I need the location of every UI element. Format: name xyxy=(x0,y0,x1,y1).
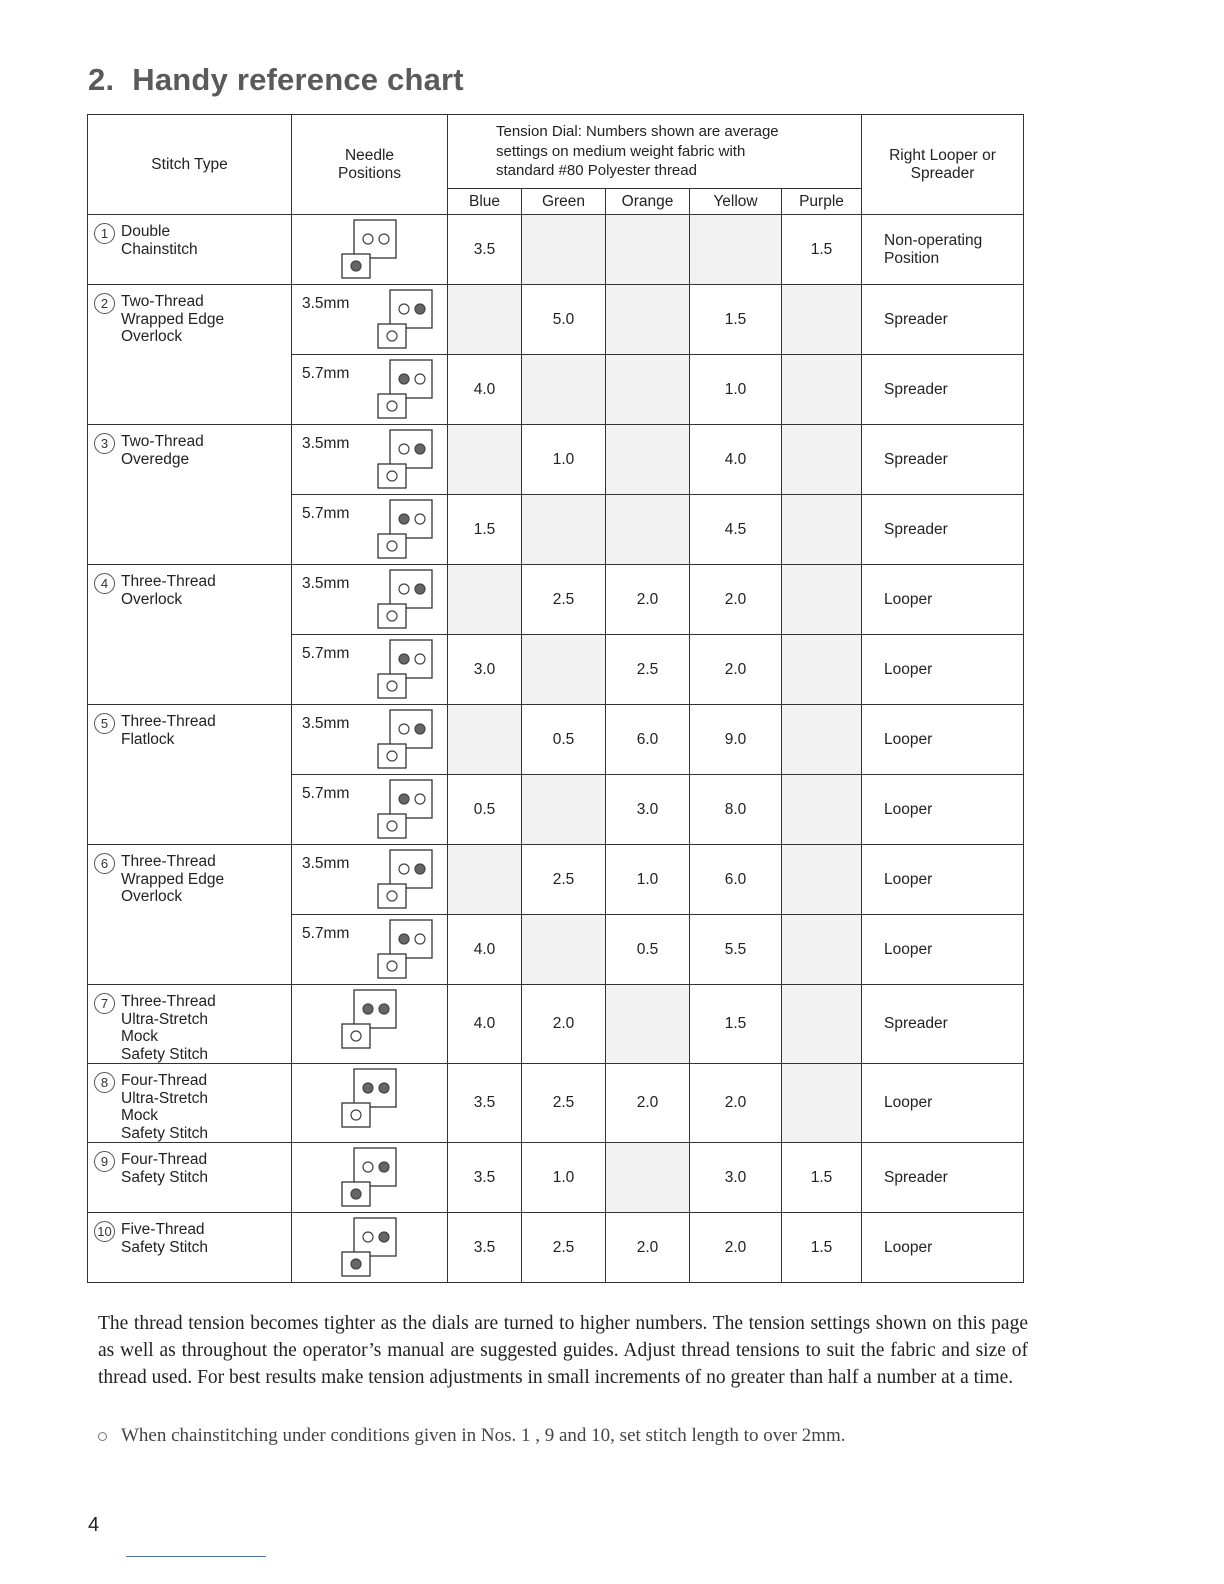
stitch-number-badge: 5 xyxy=(94,713,115,734)
tension-yellow-cell: 1.5 xyxy=(690,985,782,1064)
needle-plate-icon xyxy=(340,1146,400,1208)
tension-green-cell xyxy=(522,215,606,285)
needle-plate-icon xyxy=(376,428,436,490)
header-needle-positions: Needle Positions xyxy=(292,115,448,215)
bullet-icon xyxy=(98,1432,107,1441)
tension-purple-cell xyxy=(782,635,862,705)
stitch-name-line: Two-Thread xyxy=(121,293,204,310)
tension-orange-cell xyxy=(606,425,690,495)
needle-plate-icon xyxy=(340,988,400,1050)
needle-plate-icon xyxy=(340,1216,400,1278)
needle-position-cell xyxy=(292,775,448,845)
tension-orange-cell xyxy=(606,495,690,565)
needle-mm-label: 3.5mm xyxy=(302,435,350,452)
stitch-type-cell xyxy=(88,565,292,705)
stitch-name-line: Mock xyxy=(121,1028,159,1045)
tension-yellow-cell: 8.0 xyxy=(690,775,782,845)
looper-setting-cell: Spreader xyxy=(862,1143,1024,1213)
tension-green-cell xyxy=(522,915,606,985)
tension-yellow-cell: 2.0 xyxy=(690,635,782,705)
tension-blue-cell: 3.5 xyxy=(448,1064,522,1143)
stitch-name-line: Overlock xyxy=(121,328,183,345)
tension-green-cell: 2.5 xyxy=(522,1064,606,1143)
tension-yellow-cell: 4.5 xyxy=(690,495,782,565)
tension-yellow-cell: 1.0 xyxy=(690,355,782,425)
tension-yellow-cell: 3.0 xyxy=(690,1143,782,1213)
stitch-name-line: Overlock xyxy=(121,888,183,905)
tension-yellow-cell: 2.0 xyxy=(690,565,782,635)
needle-plate-icon xyxy=(376,638,436,700)
tension-orange-cell: 6.0 xyxy=(606,705,690,775)
stitch-type-cell xyxy=(88,285,292,425)
tension-green-cell: 2.5 xyxy=(522,565,606,635)
looper-setting-cell: Spreader xyxy=(862,285,1024,355)
stitch-name-line: Chainstitch xyxy=(121,240,198,258)
needle-position-cell xyxy=(292,985,448,1064)
tension-green-cell xyxy=(522,635,606,705)
tension-blue-cell: 3.5 xyxy=(448,1213,522,1283)
needle-position-cell xyxy=(292,495,448,565)
needle-plate-icon xyxy=(376,498,436,560)
tension-orange-cell: 2.0 xyxy=(606,1213,690,1283)
tension-yellow-cell: 6.0 xyxy=(690,845,782,915)
tension-green-cell xyxy=(522,355,606,425)
stitch-name-line: Safety Stitch xyxy=(121,1238,209,1256)
looper-setting-cell: Non-operating Position xyxy=(862,215,1024,285)
tension-yellow-cell: 5.5 xyxy=(690,915,782,985)
tension-orange-cell: 2.0 xyxy=(606,1064,690,1143)
tension-green-cell: 1.0 xyxy=(522,425,606,495)
looper-setting-cell: Looper xyxy=(862,1064,1024,1143)
needle-mm-label: 3.5mm xyxy=(302,295,350,312)
tension-blue-cell xyxy=(448,705,522,775)
tension-orange-cell: 0.5 xyxy=(606,915,690,985)
needle-plate-icon xyxy=(376,708,436,770)
looper-setting-cell: Spreader xyxy=(862,495,1024,565)
needle-mm-label: 5.7mm xyxy=(302,645,350,662)
stitch-name-line: Mock xyxy=(121,1107,159,1124)
stitch-number-badge: 8 xyxy=(94,1072,115,1093)
tension-orange-cell xyxy=(606,285,690,355)
stitch-type-cell xyxy=(88,1143,292,1213)
needle-position-cell xyxy=(292,285,448,355)
tension-purple-cell xyxy=(782,775,862,845)
needle-position-cell xyxy=(292,1064,448,1143)
table-row xyxy=(88,1064,1024,1143)
stitch-name-line: Three-Thread xyxy=(121,713,216,730)
tension-purple-cell xyxy=(782,1064,862,1143)
tension-yellow-cell: 2.0 xyxy=(690,1064,782,1143)
tension-blue-cell: 1.5 xyxy=(448,495,522,565)
tension-purple-cell: 1.5 xyxy=(782,1143,862,1213)
looper-setting-cell: Looper xyxy=(862,845,1024,915)
stitch-type-cell xyxy=(88,1213,292,1283)
needle-plate-icon xyxy=(376,848,436,910)
tension-yellow-cell: 2.0 xyxy=(690,1213,782,1283)
tension-orange-cell xyxy=(606,985,690,1064)
tension-green-cell xyxy=(522,775,606,845)
stitch-number-badge: 2 xyxy=(94,293,115,314)
stitch-number-badge: 6 xyxy=(94,853,115,874)
header-green: Green xyxy=(522,189,606,215)
header-stitch-type: Stitch Type xyxy=(88,115,292,215)
needle-position-cell xyxy=(292,1213,448,1283)
header-right-looper: Right Looper or Spreader xyxy=(862,115,1024,215)
tension-orange-cell xyxy=(606,215,690,285)
tension-purple-cell xyxy=(782,565,862,635)
stitch-name-line: Ultra-Stretch xyxy=(121,1089,208,1107)
stitch-name-line: Three-Thread xyxy=(121,853,216,870)
needle-plate-icon xyxy=(340,1067,400,1129)
stitch-type-cell xyxy=(88,215,292,285)
tension-orange-cell xyxy=(606,1143,690,1213)
stitch-type-cell xyxy=(88,985,292,1064)
tension-note: The thread tension becomes tighter as the dials are turned to higher numbers. The tension settings shown on this page as well as throughout the operator’s manual are suggested guides. Adjust thread tensions to suit the fabric and size of thread used. For best results make tension adjustments in small increments of no greater than half a number at a time. xyxy=(98,1313,1028,1388)
stitch-number-badge: 10 xyxy=(94,1221,115,1242)
stitch-type-cell xyxy=(88,705,292,845)
needle-position-cell xyxy=(292,355,448,425)
tension-blue-cell: 4.0 xyxy=(448,915,522,985)
looper-setting-cell: Looper xyxy=(862,635,1024,705)
header-orange: Orange xyxy=(606,189,690,215)
tension-blue-cell: 3.0 xyxy=(448,635,522,705)
tension-green-cell: 1.0 xyxy=(522,1143,606,1213)
tension-purple-cell xyxy=(782,495,862,565)
needle-mm-label: 5.7mm xyxy=(302,505,350,522)
tension-blue-cell: 0.5 xyxy=(448,775,522,845)
stitch-name-line: Wrapped Edge xyxy=(121,870,225,888)
stitch-type-cell xyxy=(88,845,292,985)
tension-purple-cell xyxy=(782,705,862,775)
stitch-type-cell xyxy=(88,1064,292,1143)
needle-position-cell xyxy=(292,915,448,985)
needle-plate-icon xyxy=(376,288,436,350)
needle-position-cell xyxy=(292,565,448,635)
stitch-name-line: Four-Thread xyxy=(121,1072,208,1089)
tension-green-cell: 5.0 xyxy=(522,285,606,355)
needle-mm-label: 5.7mm xyxy=(302,785,350,802)
needle-plate-icon xyxy=(376,358,436,420)
tension-purple-cell xyxy=(782,985,862,1064)
stitch-name-line: Five-Thread xyxy=(121,1221,205,1238)
stitch-name-line: Ultra-Stretch xyxy=(121,1010,208,1028)
stitch-name-line: Flatlock xyxy=(121,730,175,748)
tension-purple-cell: 1.5 xyxy=(782,215,862,285)
table-row xyxy=(88,985,1024,1064)
tension-yellow-cell: 4.0 xyxy=(690,425,782,495)
tension-blue-cell xyxy=(448,565,522,635)
needle-position-cell xyxy=(292,215,448,285)
tension-blue-cell: 3.5 xyxy=(448,215,522,285)
tension-green-cell: 2.5 xyxy=(522,1213,606,1283)
tension-orange-cell: 1.0 xyxy=(606,845,690,915)
table-row xyxy=(88,425,1024,495)
stitch-name-line: Two-Thread xyxy=(121,433,204,450)
needle-mm-label: 3.5mm xyxy=(302,575,350,592)
tension-orange-cell: 3.0 xyxy=(606,775,690,845)
stitch-name-line: Safety Stitch xyxy=(121,1124,209,1142)
table-row xyxy=(88,1143,1024,1213)
stitch-name-line: Safety Stitch xyxy=(121,1168,209,1186)
table-row xyxy=(88,565,1024,635)
chainstitch-note: When chainstitching under conditions given in Nos. 1 , 9 and 10, set stitch length to over 2mm. xyxy=(98,1425,846,1447)
tension-green-cell: 0.5 xyxy=(522,705,606,775)
tension-blue-cell xyxy=(448,425,522,495)
header-tension-dial: Tension Dial: Numbers shown are average settings on medium weight fabric with standard #80 Polyester thread xyxy=(448,115,862,189)
stitch-number-badge: 7 xyxy=(94,993,115,1014)
stitch-name-line: Three-Thread xyxy=(121,573,216,590)
tension-yellow-cell: 9.0 xyxy=(690,705,782,775)
looper-setting-cell: Spreader xyxy=(862,985,1024,1064)
stitch-number-badge: 9 xyxy=(94,1151,115,1172)
tension-yellow-cell: 1.5 xyxy=(690,285,782,355)
header-blue: Blue xyxy=(448,189,522,215)
stitch-name-line: Double xyxy=(121,223,171,240)
tension-blue-cell: 3.5 xyxy=(448,1143,522,1213)
tension-purple-cell xyxy=(782,355,862,425)
tension-purple-cell xyxy=(782,845,862,915)
stitch-name-line: Safety Stitch xyxy=(121,1045,209,1063)
table-row xyxy=(88,215,1024,285)
tension-purple-cell xyxy=(782,285,862,355)
needle-position-cell xyxy=(292,425,448,495)
stitch-number-badge: 1 xyxy=(94,223,115,244)
needle-plate-icon xyxy=(376,918,436,980)
looper-setting-cell: Spreader xyxy=(862,355,1024,425)
stitch-type-cell xyxy=(88,425,292,565)
table-row xyxy=(88,1213,1024,1283)
reference-chart xyxy=(87,114,1024,1283)
tension-orange-cell xyxy=(606,355,690,425)
tension-purple-cell xyxy=(782,915,862,985)
tension-yellow-cell xyxy=(690,215,782,285)
page-number: 4 xyxy=(88,1514,100,1536)
needle-position-cell xyxy=(292,1143,448,1213)
looper-setting-cell: Spreader xyxy=(862,425,1024,495)
table-row xyxy=(88,285,1024,355)
looper-setting-cell: Looper xyxy=(862,775,1024,845)
looper-setting-cell: Looper xyxy=(862,705,1024,775)
looper-setting-cell: Looper xyxy=(862,565,1024,635)
tension-purple-cell: 1.5 xyxy=(782,1213,862,1283)
needle-mm-label: 5.7mm xyxy=(302,365,350,382)
stitch-name-line: Wrapped Edge xyxy=(121,310,225,328)
tension-green-cell: 2.5 xyxy=(522,845,606,915)
needle-position-cell xyxy=(292,635,448,705)
header-yellow: Yellow xyxy=(690,189,782,215)
tension-blue-cell xyxy=(448,285,522,355)
stitch-name-line: Three-Thread xyxy=(121,993,216,1010)
header-purple: Purple xyxy=(782,189,862,215)
needle-mm-label: 3.5mm xyxy=(302,855,350,872)
needle-mm-label: 3.5mm xyxy=(302,715,350,732)
tension-orange-cell: 2.0 xyxy=(606,565,690,635)
needle-position-cell xyxy=(292,845,448,915)
tension-purple-cell xyxy=(782,425,862,495)
tension-green-cell: 2.0 xyxy=(522,985,606,1064)
table-row xyxy=(88,705,1024,775)
footer-rule xyxy=(126,1556,266,1557)
stitch-number-badge: 4 xyxy=(94,573,115,594)
needle-plate-icon xyxy=(376,778,436,840)
stitch-name-line: Overedge xyxy=(121,450,190,468)
needle-mm-label: 5.7mm xyxy=(302,925,350,942)
needle-plate-icon xyxy=(340,218,400,280)
needle-position-cell xyxy=(292,705,448,775)
looper-setting-cell: Looper xyxy=(862,1213,1024,1283)
needle-plate-icon xyxy=(376,568,436,630)
tension-green-cell xyxy=(522,495,606,565)
tension-blue-cell xyxy=(448,845,522,915)
tension-orange-cell: 2.5 xyxy=(606,635,690,705)
stitch-number-badge: 3 xyxy=(94,433,115,454)
table-row xyxy=(88,845,1024,915)
stitch-name-line: Four-Thread xyxy=(121,1151,208,1168)
page-title: 2. Handy reference chart xyxy=(88,62,464,97)
looper-setting-cell: Looper xyxy=(862,915,1024,985)
tension-blue-cell: 4.0 xyxy=(448,355,522,425)
stitch-name-line: Overlock xyxy=(121,590,183,608)
tension-blue-cell: 4.0 xyxy=(448,985,522,1064)
